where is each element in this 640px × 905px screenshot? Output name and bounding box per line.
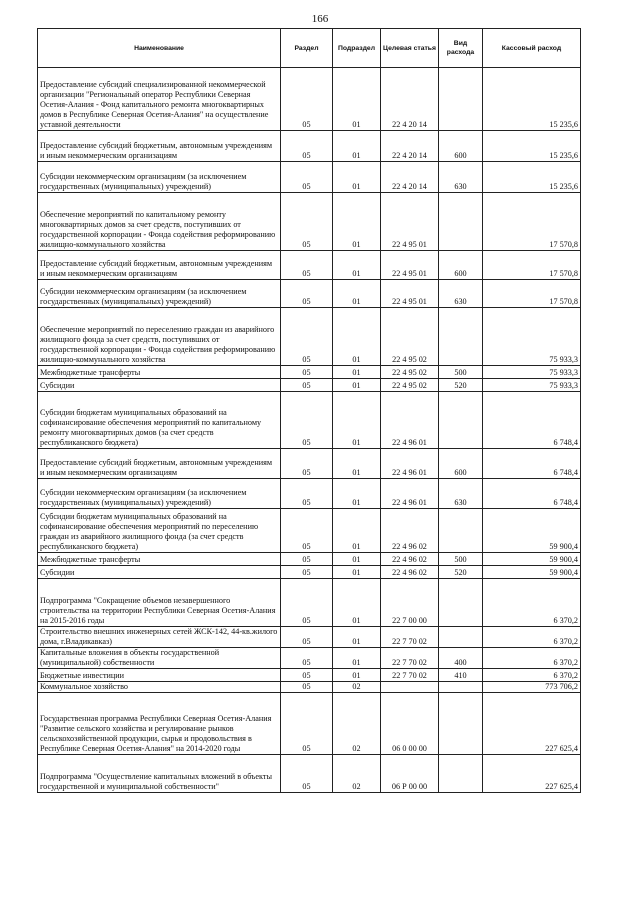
table-row [38, 131, 581, 162]
row-statya: 22 4 20 14 [381, 162, 439, 193]
row-name: Субсидии [38, 379, 281, 392]
row-vid [439, 755, 483, 793]
row-statya: 22 4 95 02 [381, 366, 439, 379]
row-podrazdel: 01 [333, 251, 381, 280]
row-summa: 773 706,2 [483, 682, 581, 693]
row-name: Предоставление субсидий бюджетным, автономным учреждениям и иным некоммерческим организациям [38, 449, 281, 479]
row-name: Бюджетные инвестиции [38, 669, 281, 682]
row-podrazdel: 01 [333, 68, 381, 131]
row-vid: 400 [439, 648, 483, 669]
table-header-row [38, 29, 581, 68]
page-number: 166 [311, 13, 329, 25]
row-statya: 06 Р 00 00 [381, 755, 439, 793]
row-statya: 22 4 96 01 [381, 392, 439, 449]
row-name: Субсидии бюджетам муниципальных образований на софинансирование обеспечения мероприятий по капитальному ремонту многоквартирных домов (за счет средств республиканского бюджета) [38, 392, 281, 449]
table-row [38, 162, 581, 193]
col-header-razdel: Раздел [281, 29, 333, 68]
row-statya: 22 4 96 02 [381, 509, 439, 553]
row-summa: 6 370,2 [483, 627, 581, 648]
row-razdel: 05 [281, 509, 333, 553]
col-header-podrazdel: Подраздел [333, 29, 381, 68]
row-vid: 630 [439, 280, 483, 308]
row-razdel: 05 [281, 553, 333, 566]
row-statya [381, 682, 439, 693]
row-name: Предоставление субсидий специализированной некоммерческой организации "Региональный оператор Республики Северная Осетия-Алания - Фонд капитального ремонта многоквартирных домов в Республике Северная Осетия-Алания" на осуществление уставной деятельности [38, 68, 281, 131]
row-statya: 22 4 96 02 [381, 566, 439, 579]
row-razdel: 05 [281, 648, 333, 669]
row-podrazdel: 01 [333, 566, 381, 579]
row-razdel: 05 [281, 251, 333, 280]
row-name: Государственная программа Республики Северная Осетия-Алания "Развитие сельского хозяйства и регулирование рынков сельскохозяйственной продукции, сырья и продовольствия в Республике Северная Осетия-Алания" на 2014-2020 годы [38, 693, 281, 755]
row-statya: 22 4 95 01 [381, 280, 439, 308]
row-statya: 22 4 95 01 [381, 193, 439, 251]
row-summa: 227 625,4 [483, 693, 581, 755]
row-vid: 520 [439, 566, 483, 579]
row-statya: 22 7 70 02 [381, 627, 439, 648]
row-statya: 22 7 70 02 [381, 648, 439, 669]
row-razdel: 05 [281, 693, 333, 755]
row-summa: 15 235,6 [483, 68, 581, 131]
row-podrazdel: 01 [333, 648, 381, 669]
row-summa: 17 570,8 [483, 280, 581, 308]
row-razdel: 05 [281, 682, 333, 693]
table-row [38, 553, 581, 566]
row-podrazdel: 01 [333, 366, 381, 379]
row-name: Предоставление субсидий бюджетным, автономным учреждениям и иным некоммерческим организациям [38, 251, 281, 280]
row-statya: 22 4 96 01 [381, 479, 439, 509]
row-summa: 6 370,2 [483, 579, 581, 627]
row-podrazdel: 01 [333, 131, 381, 162]
row-statya: 22 7 00 00 [381, 579, 439, 627]
row-razdel: 05 [281, 379, 333, 392]
table-row [38, 68, 581, 131]
table-row [38, 280, 581, 308]
row-vid [439, 693, 483, 755]
table-row [38, 392, 581, 449]
row-razdel: 05 [281, 193, 333, 251]
row-podrazdel: 01 [333, 509, 381, 553]
row-statya: 22 4 95 02 [381, 308, 439, 366]
table-row [38, 193, 581, 251]
row-statya: 22 4 20 14 [381, 131, 439, 162]
row-razdel: 05 [281, 479, 333, 509]
row-vid: 600 [439, 251, 483, 280]
row-summa: 59 900,4 [483, 553, 581, 566]
table-row [38, 648, 581, 669]
row-podrazdel: 01 [333, 280, 381, 308]
table-row [38, 449, 581, 479]
row-statya: 06 0 00 00 [381, 693, 439, 755]
row-podrazdel: 01 [333, 479, 381, 509]
row-vid [439, 579, 483, 627]
row-vid [439, 308, 483, 366]
row-podrazdel: 01 [333, 669, 381, 682]
row-podrazdel: 01 [333, 579, 381, 627]
table-row [38, 755, 581, 793]
row-vid [439, 509, 483, 553]
row-vid [439, 193, 483, 251]
row-podrazdel: 01 [333, 162, 381, 193]
row-name: Обеспечение мероприятий по переселению граждан из аварийного жилищного фонда за счет средств, поступивших от государственной корпорации - Фонда содействия реформированию жилищно-коммунального хозяйства [38, 308, 281, 366]
row-razdel: 05 [281, 68, 333, 131]
row-summa: 15 235,6 [483, 162, 581, 193]
table-row [38, 509, 581, 553]
row-razdel: 05 [281, 366, 333, 379]
row-summa: 227 625,4 [483, 755, 581, 793]
row-razdel: 05 [281, 392, 333, 449]
row-razdel: 05 [281, 579, 333, 627]
col-header-vid: Вид расхода [439, 29, 483, 68]
col-header-summa: Кассовый расход [483, 29, 581, 68]
row-name: Подпрограмма "Осуществление капитальных вложений в объекты государственной и муниципальной собственности" [38, 755, 281, 793]
row-razdel: 05 [281, 162, 333, 193]
row-name: Субсидии некоммерческим организациям (за исключением государственных (муниципальных) учреждений) [38, 162, 281, 193]
row-name: Обеспечение мероприятий по капитальному ремонту многоквартирных домов за счет средств, поступивших от государственной корпорации - Фонда содействия реформированию жилищно-коммунального хозяйства [38, 193, 281, 251]
row-vid [439, 627, 483, 648]
table-row [38, 566, 581, 579]
row-name: Подпрограмма "Сокращение объемов незавершенного строительства на территории Республики Северная Осетия-Алания на 2015-2016 годы [38, 579, 281, 627]
table-row [38, 669, 581, 682]
row-name: Строительство внешних инженерных сетей ЖСК-142, 44-кв.жилого дома, г.Владикавказ) [38, 627, 281, 648]
row-statya: 22 4 95 02 [381, 379, 439, 392]
row-podrazdel: 01 [333, 379, 381, 392]
budget-table [37, 28, 581, 793]
row-podrazdel: 02 [333, 693, 381, 755]
row-razdel: 05 [281, 280, 333, 308]
row-name: Субсидии некоммерческим организациям (за исключением государственных (муниципальных) учреждений) [38, 479, 281, 509]
row-name: Субсидии [38, 566, 281, 579]
row-vid: 410 [439, 669, 483, 682]
row-vid: 600 [439, 131, 483, 162]
col-header-statya: Целевая статья [381, 29, 439, 68]
row-summa: 6 748,4 [483, 479, 581, 509]
row-summa: 17 570,8 [483, 193, 581, 251]
row-podrazdel: 01 [333, 553, 381, 566]
table-row [38, 366, 581, 379]
row-razdel: 05 [281, 566, 333, 579]
row-summa: 75 933,3 [483, 379, 581, 392]
row-vid [439, 392, 483, 449]
row-summa: 17 570,8 [483, 251, 581, 280]
row-vid: 630 [439, 479, 483, 509]
row-statya: 22 7 70 02 [381, 669, 439, 682]
row-razdel: 05 [281, 755, 333, 793]
row-razdel: 05 [281, 669, 333, 682]
row-statya: 22 4 20 14 [381, 68, 439, 131]
row-name: Предоставление субсидий бюджетным, автономным учреждениям и иным некоммерческим организациям [38, 131, 281, 162]
row-name: Межбюджетные трансферты [38, 553, 281, 566]
row-vid: 500 [439, 366, 483, 379]
row-vid: 500 [439, 553, 483, 566]
row-vid [439, 68, 483, 131]
row-razdel: 05 [281, 627, 333, 648]
row-podrazdel: 01 [333, 392, 381, 449]
row-name: Межбюджетные трансферты [38, 366, 281, 379]
row-statya: 22 4 96 01 [381, 449, 439, 479]
row-summa: 75 933,3 [483, 366, 581, 379]
table-row [38, 682, 581, 693]
row-name: Субсидии некоммерческим организациям (за исключением государственных (муниципальных) учреждений) [38, 280, 281, 308]
row-podrazdel: 02 [333, 682, 381, 693]
row-summa: 59 900,4 [483, 509, 581, 553]
row-razdel: 05 [281, 131, 333, 162]
row-podrazdel: 01 [333, 449, 381, 479]
row-vid: 520 [439, 379, 483, 392]
row-razdel: 05 [281, 449, 333, 479]
row-summa: 75 933,3 [483, 308, 581, 366]
row-name: Капитальные вложения в объекты государственной (муниципальной) собственности [38, 648, 281, 669]
table-row [38, 308, 581, 366]
row-statya: 22 4 96 02 [381, 553, 439, 566]
row-podrazdel: 01 [333, 308, 381, 366]
row-podrazdel: 02 [333, 755, 381, 793]
row-vid: 630 [439, 162, 483, 193]
table-row [38, 379, 581, 392]
col-header-name: Наименование [38, 29, 281, 68]
row-name: Коммунальное хозяйство [38, 682, 281, 693]
table-body [38, 68, 581, 793]
table-row [38, 479, 581, 509]
row-summa: 15 235,6 [483, 131, 581, 162]
table-row [38, 693, 581, 755]
row-vid [439, 682, 483, 693]
table-row [38, 579, 581, 627]
row-summa: 6 748,4 [483, 449, 581, 479]
row-summa: 59 900,4 [483, 566, 581, 579]
row-statya: 22 4 95 01 [381, 251, 439, 280]
row-vid: 600 [439, 449, 483, 479]
row-podrazdel: 01 [333, 627, 381, 648]
table-row [38, 251, 581, 280]
row-summa: 6 370,2 [483, 669, 581, 682]
row-name: Субсидии бюджетам муниципальных образований на софинансирование обеспечения мероприятий по переселению граждан из аварийного жилищного фонда (за счет средств республиканского бюджета) [38, 509, 281, 553]
row-razdel: 05 [281, 308, 333, 366]
row-podrazdel: 01 [333, 193, 381, 251]
row-summa: 6 370,2 [483, 648, 581, 669]
row-summa: 6 748,4 [483, 392, 581, 449]
table-row [38, 627, 581, 648]
